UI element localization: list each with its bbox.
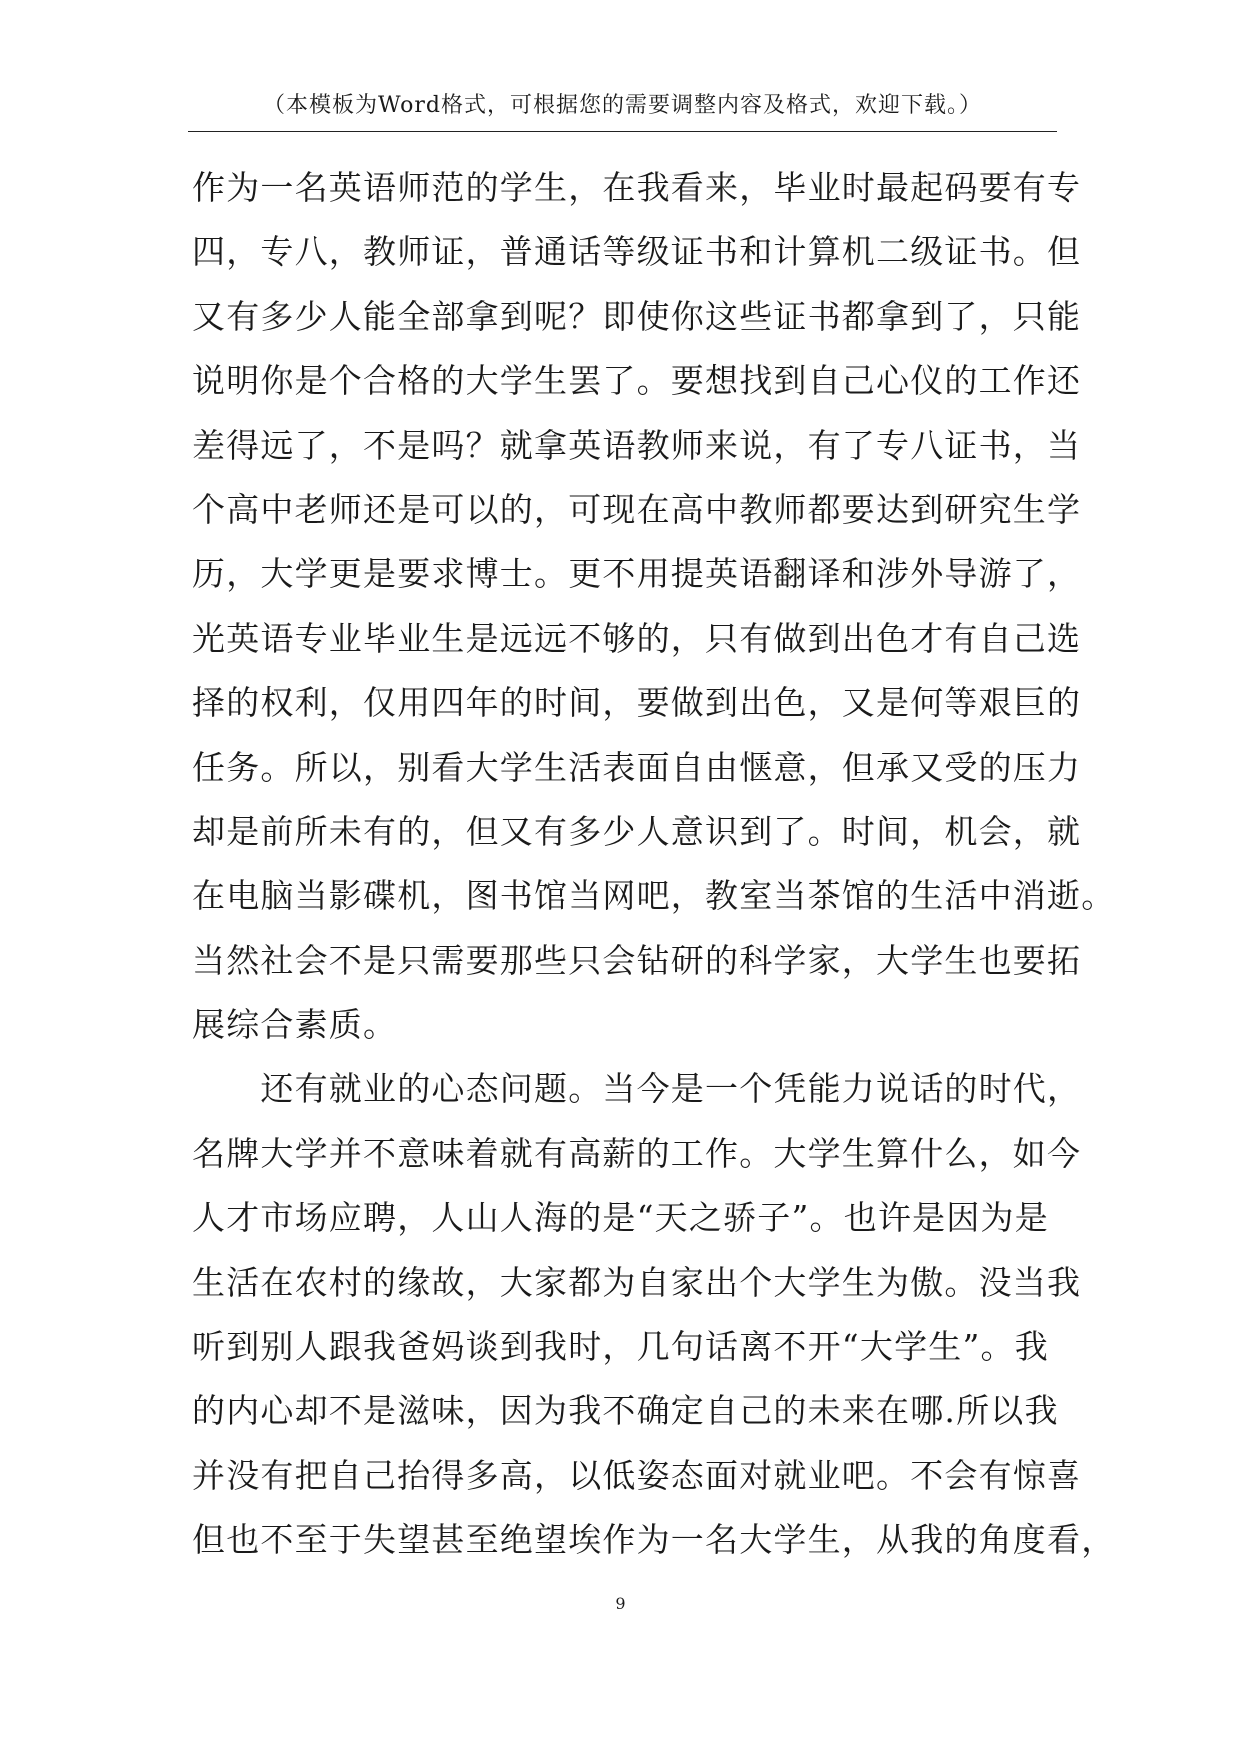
document-body bbox=[192, 156, 1116, 1573]
body-line: 择的权利，仅用四年的时间，要做到出色，又是何等艰巨的 bbox=[192, 683, 1082, 723]
body-line: 又有多少人能全部拿到呢？即使你这些证书都拿到了，只能 bbox=[192, 296, 1082, 336]
body-line: 差得远了，不是吗？就拿英语教师来说，有了专八证书，当 bbox=[192, 425, 1082, 465]
body-line: 在电脑当影碟机，图书馆当网吧，教室当茶馆的生活中消逝。 bbox=[192, 876, 1116, 916]
body-line: 当然社会不是只需要那些只会钻研的科学家，大学生也要拓 bbox=[192, 940, 1082, 980]
body-line: 四，专八，教师证，普通话等级证书和计算机二级证书。但 bbox=[192, 232, 1082, 272]
body-line: 生活在农村的缘故，大家都为自家出个大学生为傲。没当我 bbox=[192, 1262, 1082, 1302]
page-number: 9 bbox=[615, 1594, 626, 1613]
body-line: 说明你是个合格的大学生罢了。要想找到自己心仪的工作还 bbox=[192, 361, 1082, 401]
body-line: 人才市场应聘，人山人海的是“天之骄子”。也许是因为是 bbox=[192, 1198, 1049, 1238]
body-line: 展综合素质。 bbox=[192, 1005, 398, 1045]
template-notice-header: （本模板为Word格式，可根据您的需要调整内容及格式，欢迎下载。） bbox=[263, 93, 982, 118]
body-line: 光英语专业毕业生是远远不够的，只有做到出色才有自己选 bbox=[192, 618, 1082, 658]
body-line: 历，大学更是要求博士。更不用提英语翻译和涉外导游了， bbox=[192, 554, 1082, 594]
body-line: 名牌大学并不意味着就有高薪的工作。大学生算什么，如今 bbox=[192, 1133, 1082, 1173]
body-line: 个高中老师还是可以的，可现在高中教师都要达到研究生学 bbox=[192, 489, 1082, 529]
body-line: 听到别人跟我爸妈谈到我时，几句话离不开“大学生”。我 bbox=[192, 1327, 1049, 1367]
body-line: 任务。所以，别看大学生活表面自由惬意，但承又受的压力 bbox=[192, 747, 1082, 787]
body-line: 但也不至于失望甚至绝望埃作为一名大学生，从我的角度看， bbox=[192, 1520, 1116, 1560]
body-line: 却是前所未有的，但又有多少人意识到了。时间，机会，就 bbox=[192, 811, 1082, 851]
header-divider bbox=[188, 131, 1057, 132]
body-line: 并没有把自己抬得多高，以低姿态面对就业吧。不会有惊喜 bbox=[192, 1455, 1082, 1495]
body-line: 还有就业的心态问题。当今是一个凭能力说话的时代， bbox=[192, 1069, 1082, 1109]
body-line: 作为一名英语师范的学生，在我看来，毕业时最起码要有专 bbox=[192, 168, 1082, 207]
body-line: 的内心却不是滋味，因为我不确定自己的未来在哪.所以我 bbox=[192, 1391, 1059, 1431]
